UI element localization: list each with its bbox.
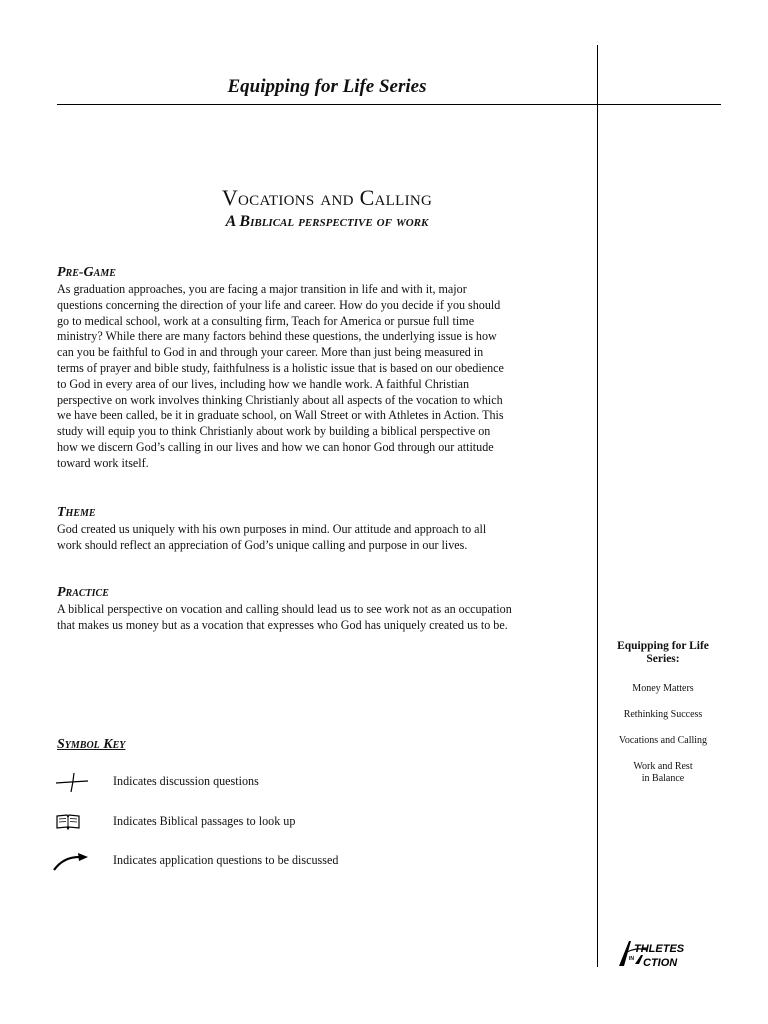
sidebar-heading-line: Equipping for Life <box>617 640 709 652</box>
sidebar-item-label: in Balance <box>641 773 685 784</box>
text-line: work should reflect an appreciation of God’s unique calling and purpose in our lives. <box>57 537 468 552</box>
text-line: A biblical perspective on vocation and calling should lead us to see work not as an occupation <box>57 602 512 616</box>
sidebar-item-work-and-rest <box>604 761 722 785</box>
text-line: terms of prayer and bible study, faithfulness is a holistic issue that is based on our obedience <box>57 360 504 375</box>
symbol-key-text: Indicates Biblical passages to look up <box>113 814 296 828</box>
text-line: God created us uniquely with his own purposes in mind. Our attitude and approach to all <box>57 522 487 536</box>
logo-text-top: THLETES <box>634 943 685 955</box>
logo-a-stroke <box>619 941 631 966</box>
text-line: can you be faithful to God in and through your career. More than just being measured in <box>57 345 484 360</box>
text-line: study will equip you to think Christianly about work by building a biblical perspective on <box>57 424 491 439</box>
cross-icon <box>52 771 92 793</box>
text-line: that makes us money but as a vocation that expresses who God has uniquely created us to be. <box>57 617 508 632</box>
sidebar-item-vocations-and-calling <box>604 735 722 747</box>
vertical-divider <box>597 45 598 967</box>
text-line: to God in every area of our lives, including how we handle work. A faithful Christian <box>57 376 470 391</box>
open-book-icon <box>52 811 92 833</box>
symbol-key-item <box>52 850 452 872</box>
athletes-in-action-logo <box>617 938 709 970</box>
text-line: go to medical school, work at a consulting firm, Teach for America or pursue full time <box>57 313 475 328</box>
section-heading-practice: Practice <box>57 585 109 600</box>
symbol-key-text: Indicates discussion questions <box>113 774 259 788</box>
symbol-key-item <box>52 811 452 833</box>
sidebar-item-label: Work and Rest <box>633 761 693 772</box>
sidebar-item-label: Money Matters <box>632 683 694 694</box>
sidebar-series-heading <box>604 640 722 666</box>
section-body-theme <box>57 522 585 554</box>
sidebar-item-label: Vocations and Calling <box>618 735 708 746</box>
sidebar-heading-line: Series: <box>646 653 680 665</box>
text-line: we have been called, be it in graduate school, on Wall Street or with Athletes in Action. This <box>57 408 504 423</box>
logo-text-in: IN <box>629 956 634 962</box>
page-title: Vocations and Calling <box>221 185 433 210</box>
text-line: ministry? While there are many factors behind these questions, the underlying issue is how <box>57 329 497 344</box>
text-line: As graduation approaches, you are facing a major transition in life and with it, major <box>57 282 467 296</box>
symbol-key-heading: Symbol Key <box>57 737 126 752</box>
arrow-swoosh-icon <box>52 850 92 872</box>
text-line: how we discern God’s calling in our lives and how we can honor God through our attitude <box>57 439 494 454</box>
logo-text-bottom: CTION <box>643 957 678 969</box>
symbol-key-text: Indicates application questions to be discussed <box>113 853 339 867</box>
text-line: perspective on work involves thinking Christianly about all aspects of the vocation to which <box>57 392 503 407</box>
section-heading-theme: Theme <box>57 505 96 520</box>
text-line: questions concerning the direction of your life and career. How do you decide if you should <box>57 297 501 312</box>
header-rule <box>57 104 721 105</box>
section-heading-pre-game: Pre-Game <box>57 265 116 280</box>
section-body-practice <box>57 602 585 634</box>
page-subtitle: A Biblical perspective of work <box>225 213 429 230</box>
sidebar-item-rethinking-success <box>604 709 722 721</box>
series-title: Equipping for Life Series <box>227 76 427 97</box>
sidebar-item-money-matters <box>604 683 722 695</box>
sidebar-item-label: Rethinking Success <box>623 709 703 720</box>
section-body-pre-game <box>57 282 585 472</box>
text-line: toward work itself. <box>57 455 149 470</box>
symbol-key-item <box>52 771 452 793</box>
